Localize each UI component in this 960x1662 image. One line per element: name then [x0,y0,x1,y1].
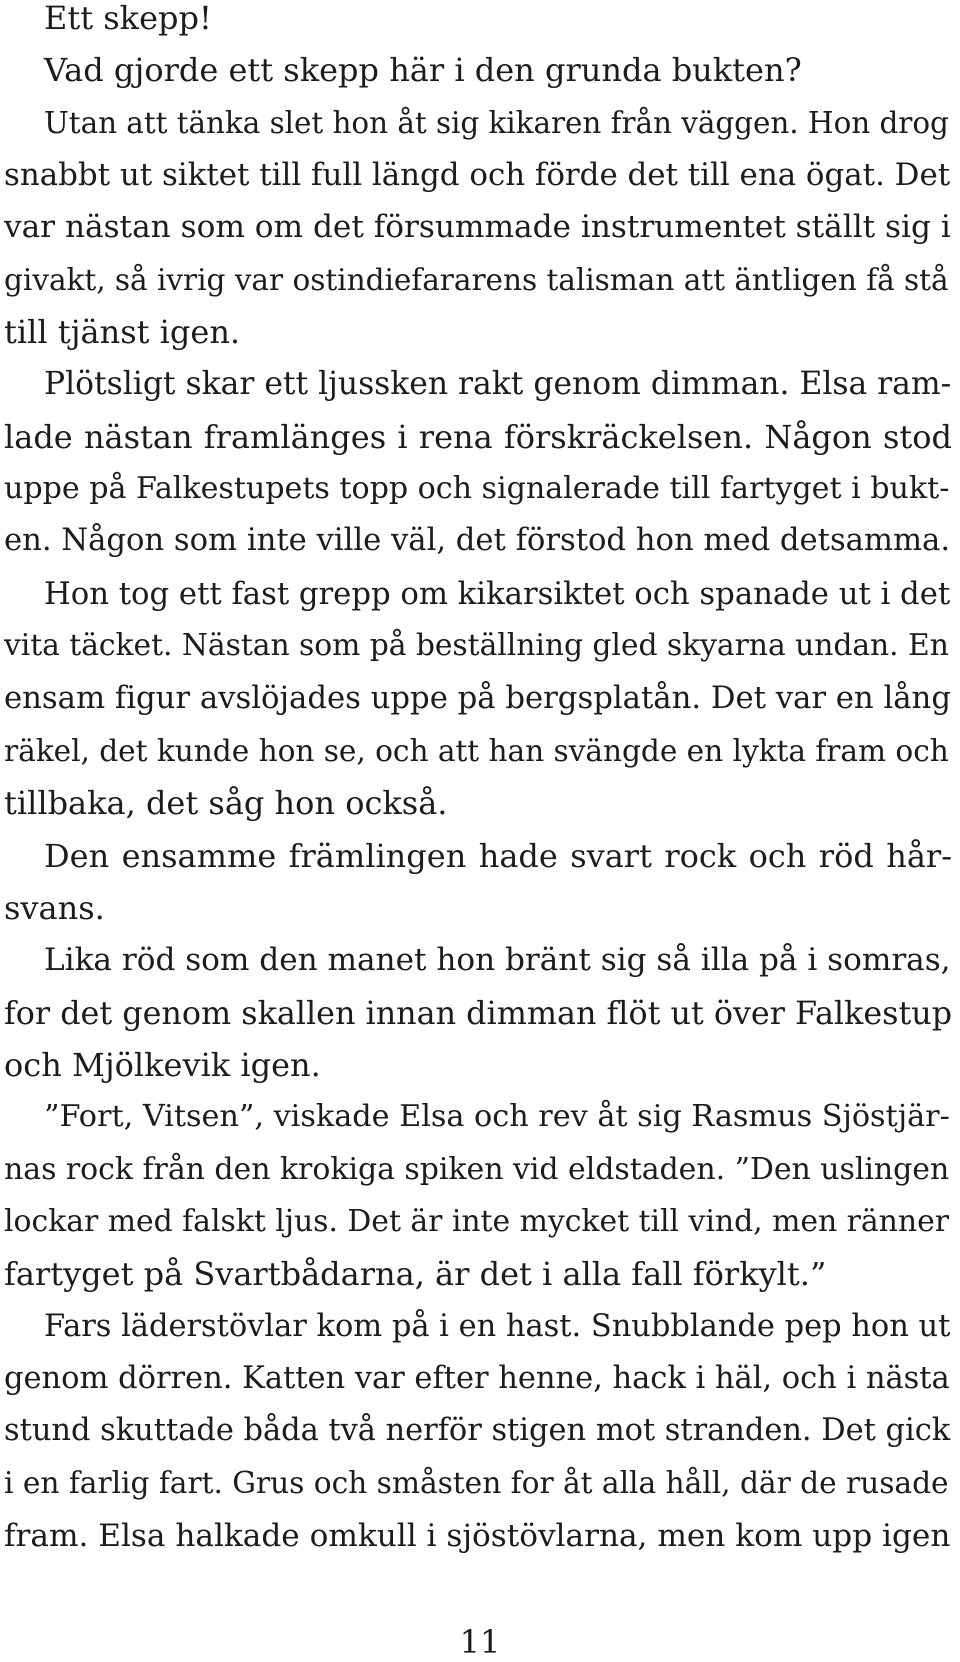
text-line: en. Någon som inte ville väl, det förstod hon med detsamma. [4,523,951,559]
text-line: genom dörren. Katten var efter henne, hack i häl, och i nästa [4,1360,950,1396]
text-line: nas rock från den krokiga spiken vid eldstaden. ”Den uslingen [4,1151,950,1187]
text-line: ”Fort, Vitsen”, viskade Elsa och rev åt sig Rasmus Sjöstjär- [44,1099,950,1135]
text-line: fram. Elsa halkade omkull i sjöstövlarna, men kom upp igen [4,1517,951,1554]
text-line: for det genom skallen innan dimman flöt ut över Falkestup [4,993,953,1032]
text-line: till tjänst igen. [4,313,241,352]
text-line: Fars läderstövlar kom på i en hast. Snubblande pep hon ut [44,1308,951,1344]
text-line: fartyget på Svartbådarna, är det i alla fall förkylt.” [4,1255,827,1294]
text-line: i en farlig fart. Grus och småsten for åt alla håll, där de rusade [4,1465,949,1501]
text-line: och Mjölkevik igen. [4,1045,321,1084]
text-line: Hon tog ett fast grepp om kikarsiktet och spanade ut i det [44,575,951,612]
text-line: Lika röd som den manet hon bränt sig så illa på i somras, [44,942,951,979]
text-line: stund skuttade båda två nerför stigen mot stranden. Det gick [4,1413,951,1449]
text-line: Vad gjorde ett skepp här i den grunda bukten? [44,51,802,90]
body-text [4,0,952,1562]
text-line: Den ensamme främlingen hade svart rock och röd hår- [44,836,952,875]
text-line: vita täcket. Nästan som på beställning gled skyarna undan. En [4,628,949,664]
text-line: ensam figur avslöjades uppe på bergsplatån. Det var en lång [4,680,951,717]
text-line: Plötsligt skar ett ljussken rakt genom dimman. Elsa ram- [44,366,952,403]
text-line: lockar med falskt ljus. Det är inte mycket till vind, men ränner [4,1203,949,1239]
text-line: var nästan som om det försummade instrumentet ställt sig i [4,209,951,246]
text-line: Utan att tänka slet hon åt sig kikaren från väggen. Hon drog [44,105,949,140]
text-line: givakt, så ivrig var ostindiefararens talisman att äntligen få stå [4,262,949,297]
text-line: svans. [4,888,105,927]
text-line: uppe på Falkestupets topp och signalerade till fartyget i bukt- [4,471,950,507]
text-line: lade nästan framlänges i rena förskräckelsen. Någon stod [4,417,952,456]
text-line: Ett skepp! [44,0,212,37]
text-line: räkel, det kunde hon se, och att han svängde en lykta fram och [4,733,949,768]
text-line: snabbt ut siktet till full längd och förde det till ena ögat. Det [4,157,951,194]
text-line: tillbaka, det såg hon också. [4,784,448,823]
page-number: 11 [459,1623,501,1661]
